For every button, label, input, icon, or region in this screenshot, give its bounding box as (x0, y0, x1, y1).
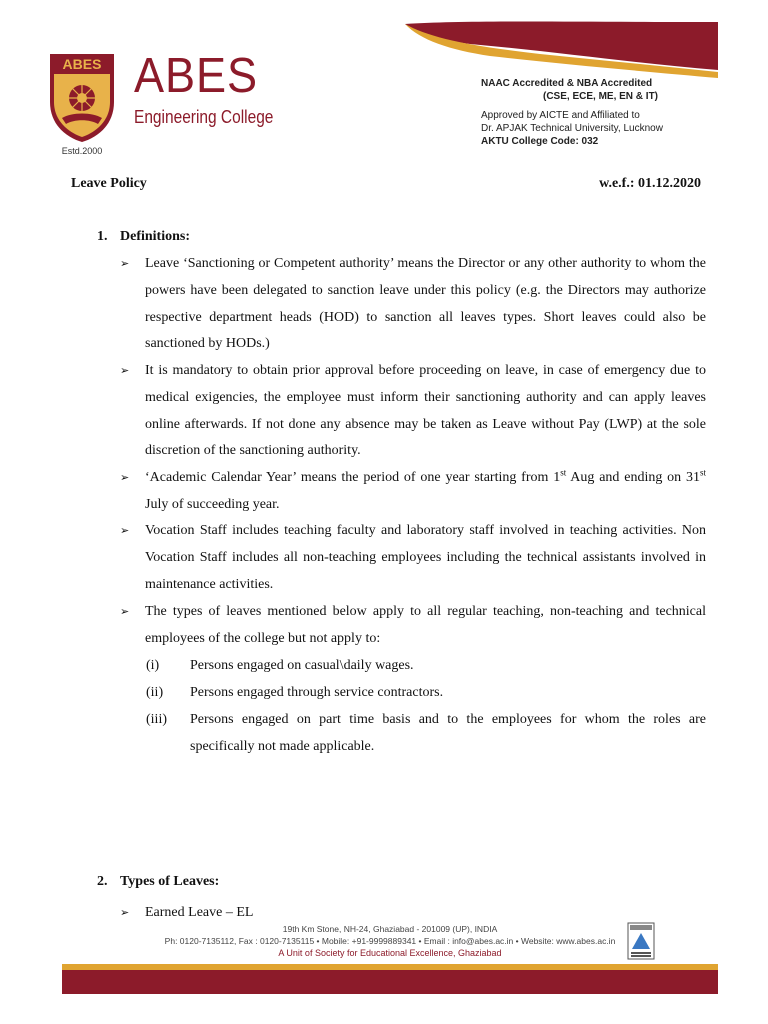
arrow-bullet-icon: ➢ (120, 364, 130, 377)
superscript: st (699, 467, 706, 478)
sub-list-item-text: Persons engaged on part time basis and to the employees for whom the roles are specifically not made applicable. (190, 712, 706, 754)
footer-bar-decoration (62, 964, 718, 994)
crest-word: ABES (62, 56, 102, 72)
footer-unit-line: A Unit of Society for Educational Excellence, Ghaziabad (278, 948, 502, 958)
list-item-text: Vocation Staff includes teaching faculty and laboratory staff involved in teaching activities. Non Vocation Staff includes all non-teaching employees including the technical assistants involved in maintenance activities. (145, 523, 706, 592)
accredited-branches: (CSE, ECE, ME, EN & IT) (543, 91, 659, 102)
list-item (120, 465, 706, 519)
list-item (120, 251, 706, 358)
roman-numeral: (iii) (146, 712, 167, 727)
text-part: July of succeeding year. (145, 496, 280, 512)
arrow-bullet-icon: ➢ (120, 471, 130, 484)
brand-name: ABES (134, 49, 258, 103)
policy-title: Leave Policy (71, 176, 147, 191)
approval-line: Approved by AICTE and Affiliated to (481, 110, 640, 121)
list-item (120, 599, 706, 653)
text-part: ‘Academic Calendar Year’ means the period of one year starting from 1 (145, 470, 561, 485)
arrow-bullet-icon: ➢ (120, 257, 130, 270)
roman-numeral: (ii) (146, 685, 164, 700)
sub-list-item-text: Persons engaged through service contractors. (190, 685, 444, 700)
sub-list-item (146, 653, 706, 680)
section-number: 1. (97, 229, 108, 244)
university-line: Dr. APJAK Technical University, Lucknow (481, 123, 663, 134)
list-item-text: Earned Leave – EL (145, 905, 254, 920)
section-heading-types-of-leaves (97, 874, 219, 890)
text-part: Aug and ending on 31 (566, 470, 700, 485)
arrow-bullet-icon: ➢ (120, 605, 130, 618)
list-item-text: The types of leaves mentioned below apply to all regular teaching, non-teaching and technical employees of the college but not apply to: (145, 604, 706, 646)
policy-title-row (71, 176, 701, 192)
superscript: st (560, 467, 567, 478)
brand-subtitle: Engineering College (134, 107, 274, 127)
certification-badge-icon (626, 921, 656, 961)
roman-numeral: (i) (146, 658, 160, 673)
effective-date: w.e.f.: 01.12.2020 (599, 176, 701, 191)
footer-address: 19th Km Stone, NH-24, Ghaziabad - 201009 (UP), INDIA (282, 924, 498, 934)
sub-list-item-text: Persons engaged on casual\daily wages. (190, 658, 414, 673)
college-crest-logo (48, 52, 116, 144)
section-title: Types of Leaves: (120, 874, 220, 889)
list-item (120, 518, 706, 598)
accreditation-block (481, 77, 663, 148)
arrow-bullet-icon: ➢ (120, 906, 130, 919)
footer-contact: Ph: 0120-7135112, Fax : 0120-7135115 • Mobile: +91-9999889341 • Email : info@abes.ac.in • Website: www.abes.ac.in (164, 936, 616, 946)
list-item-text (145, 465, 706, 519)
list-item (120, 358, 706, 465)
section-title: Definitions: (120, 229, 190, 244)
accreditation-line: NAAC Accredited & NBA Accredited (481, 78, 653, 89)
section-heading-definitions (97, 229, 190, 245)
section-number: 2. (97, 874, 108, 889)
college-code: AKTU College Code: 032 (481, 136, 599, 147)
sub-list-item (146, 680, 706, 707)
established-year: Estd.2000 (61, 146, 103, 156)
list-item-text: Leave ‘Sanctioning or Competent authority’ means the Director or any other authority to whom the powers have been delegated to sanction leave under this policy (e.g. the Directors may authorize respective department heads (HOD) to sanction all leaves types. Short leaves could also be sanctioned by HODs.) (145, 256, 706, 352)
arrow-bullet-icon: ➢ (120, 524, 130, 537)
list-item-text: It is mandatory to obtain prior approval before proceeding on leave, in case of emergency due to medical exigencies, the employee must inform their sanctioning authority and can apply leaves online afterwards. If not done any absence may be taken as Leave without Pay (LWP) at the sole discretion of the sanctioning authority. (145, 363, 706, 459)
footer-address-block (160, 923, 620, 947)
sub-list-item (146, 707, 706, 761)
